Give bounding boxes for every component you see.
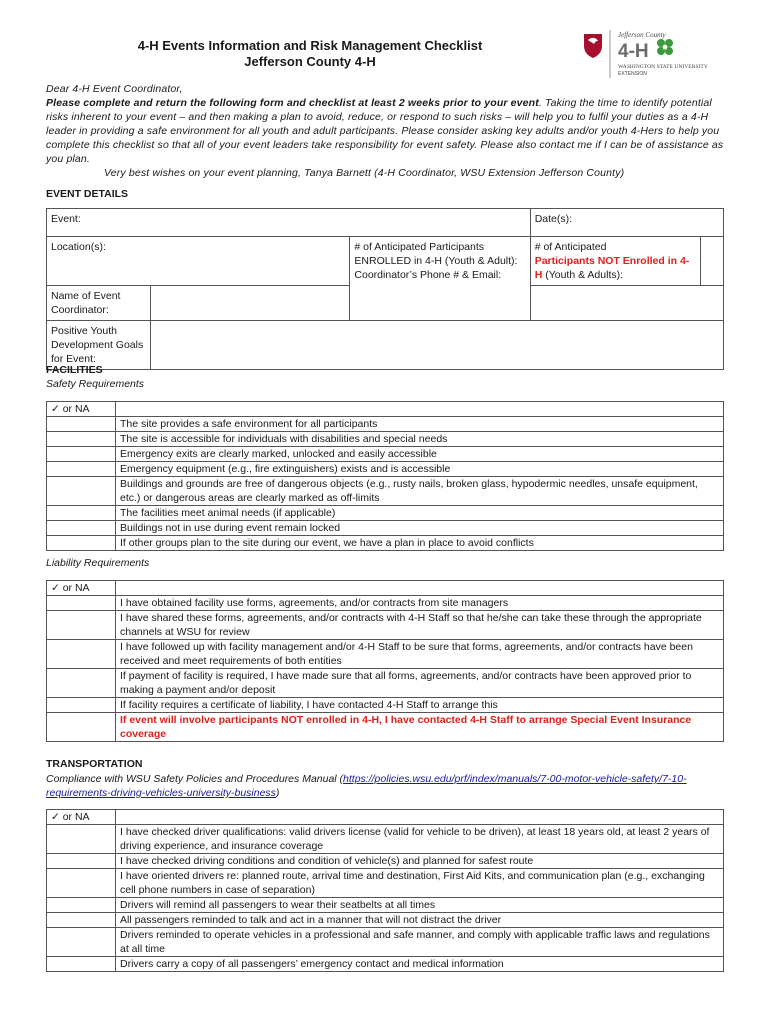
check-column-header: ✓ or NA — [47, 402, 116, 417]
checklist-row — [47, 713, 724, 742]
facilities-heading: FACILITIES — [46, 364, 103, 376]
check-cell[interactable] — [47, 536, 116, 551]
checklist-row — [47, 698, 724, 713]
checklist-row — [47, 854, 724, 869]
location-label: Location(s): — [51, 241, 106, 253]
checklist-item-text: I have checked driving conditions and condition of vehicle(s) and planned for safest route — [116, 854, 724, 869]
transportation-compliance-text — [46, 772, 724, 800]
checklist-row — [47, 536, 724, 551]
compliance-prefix: Compliance with WSU Safety Policies and Procedures Manual ( — [46, 773, 344, 785]
check-cell[interactable] — [47, 825, 116, 854]
coordinator-phone-label: Coordinator’s Phone # & Email: — [354, 269, 502, 281]
not-enrolled-value-cell[interactable] — [700, 237, 723, 286]
goals-label-cell — [47, 321, 151, 370]
checklist-item-text: Drivers will remind all passengers to wear their seatbelts at all times — [116, 898, 724, 913]
safety-requirements-table — [46, 401, 724, 551]
logo-university-text: WASHINGTON STATE UNIVERSITY — [618, 64, 708, 70]
logo-extension-text: EXTENSION — [618, 71, 647, 77]
logo-brand-text: 4-H — [618, 41, 649, 62]
checklist-item-text: Drivers reminded to operate vehicles in a professional and safe manner, and comply with applicable traffic laws and regulations at all time — [116, 928, 724, 957]
check-cell[interactable] — [47, 417, 116, 432]
checklist-row — [47, 669, 724, 698]
checklist-item-text: I have oriented drivers re: planned route, arrival time and destination, First Aid Kits, and communication plan (e.g., exchanging cell phone numbers in case of separation) — [116, 869, 724, 898]
checklist-row — [47, 640, 724, 669]
check-cell[interactable] — [47, 913, 116, 928]
safety-requirements-subheading: Safety Requirements — [46, 378, 145, 390]
check-cell[interactable] — [47, 462, 116, 477]
event-field[interactable] — [47, 209, 531, 237]
check-cell[interactable] — [47, 521, 116, 536]
checklist-row — [47, 928, 724, 957]
checklist-row — [47, 869, 724, 898]
title-line-1: 4-H Events Information and Risk Management Checklist — [137, 38, 483, 53]
checklist-row — [47, 611, 724, 640]
check-cell[interactable] — [47, 477, 116, 506]
check-cell[interactable] — [47, 596, 116, 611]
checklist-row — [47, 521, 724, 536]
dates-label: Date(s): — [534, 213, 573, 225]
checklist-item-text: If payment of facility is required, I have made sure that all forms, agreements, and/or contracts have been approved prior to making a payment and/or deposit — [116, 669, 724, 698]
wsu-policy-link[interactable]: https://policies.wsu.edu/prf/index/manuals/7-00-motor-vehicle-safety/7-10-requirements-driving-vehicles-university-business — [46, 773, 687, 799]
safety-header-blank — [116, 402, 724, 417]
checklist-row — [47, 898, 724, 913]
checklist-row — [47, 462, 724, 477]
checklist-row — [47, 957, 724, 972]
document-title — [60, 38, 560, 70]
not-enrolled-prefix: # of Anticipated — [534, 241, 607, 253]
dates-field[interactable] — [530, 209, 723, 237]
check-cell[interactable] — [47, 669, 116, 698]
jefferson-county-4h-logo — [582, 28, 710, 80]
liability-header-blank — [116, 581, 724, 596]
intro-body — [46, 96, 724, 166]
enrolled-label: # of Anticipated Participants ENROLLED in 4-H (Youth & Adult): — [354, 241, 518, 267]
check-cell[interactable] — [47, 869, 116, 898]
checklist-row — [47, 913, 724, 928]
checklist-item-text: Buildings and grounds are free of dangerous objects (e.g., rusty nails, broken glass, hypodermic needles, unsafe equipment, etc.) or dangerous areas are clearly marked as off-limits — [116, 477, 724, 506]
not-enrolled-participants-field[interactable] — [530, 237, 700, 286]
check-cell[interactable] — [47, 611, 116, 640]
checklist-item-text: Emergency equipment (e.g., fire extinguishers) exists and is accessible — [116, 462, 724, 477]
transportation-heading: TRANSPORTATION — [46, 758, 143, 770]
checklist-item-text: If facility requires a certificate of liability, I have contacted 4-H Staff to arrange this — [116, 698, 724, 713]
location-field[interactable] — [47, 237, 350, 286]
wsu-cougar-shield-icon — [584, 34, 602, 58]
checklist-item-text: I have shared these forms, agreements, and/or contracts with 4-H Staff so that he/she can take these through the appropriate channels at WSU for review — [116, 611, 724, 640]
checklist-item-text: I have obtained facility use forms, agreements, and/or contracts from site managers — [116, 596, 724, 611]
checklist-row — [47, 432, 724, 447]
goals-label: Positive Youth Development Goals for Event: — [51, 325, 144, 365]
checklist-item-text: Buildings not in use during event remain locked — [116, 521, 724, 536]
special-event-insurance-item: If event will involve participants NOT enrolled in 4-H, I have contacted 4-H Staff to arrange Special Event Insurance coverage — [116, 713, 724, 742]
check-cell[interactable] — [47, 447, 116, 462]
event-details-heading: EVENT DETAILS — [46, 188, 129, 200]
checklist-row — [47, 447, 724, 462]
liability-requirements-table — [46, 580, 724, 742]
coordinator-name-field[interactable] — [151, 286, 350, 321]
checklist-item-text: The site provides a safe environment for all participants — [116, 417, 724, 432]
not-enrolled-suffix: (Youth & Adults): — [542, 269, 624, 281]
enrolled-participants-field[interactable] — [350, 237, 530, 321]
checklist-item-text: The facilities meet animal needs (if applicable) — [116, 506, 724, 521]
logo-county-text: Jefferson County — [618, 31, 666, 39]
not-enrolled-red-text: Participants NOT Enrolled in 4-H — [534, 255, 690, 281]
check-cell[interactable] — [47, 698, 116, 713]
intro-letter — [46, 82, 724, 180]
checklist-row — [47, 506, 724, 521]
coordinator-name-label-cell — [47, 286, 151, 321]
checklist-row — [47, 417, 724, 432]
checklist-item-text: All passengers reminded to talk and act in a manner that will not distract the driver — [116, 913, 724, 928]
checklist-item-text: I have followed up with facility management and/or 4-H Staff to be sure that forms, agreements, and/or contracts have been received and meet requirements of both entities — [116, 640, 724, 669]
coordinator-name-label: Name of Event Coordinator: — [51, 290, 121, 316]
transport-header-blank — [116, 810, 724, 825]
checklist-row — [47, 477, 724, 506]
checklist-row — [47, 825, 724, 854]
intro-greeting: Dear 4-H Event Coordinator, — [46, 83, 183, 95]
check-cell[interactable] — [47, 506, 116, 521]
checklist-row — [47, 596, 724, 611]
four-leaf-clover-icon — [657, 39, 673, 55]
check-cell[interactable] — [47, 928, 116, 957]
check-cell[interactable] — [47, 854, 116, 869]
check-cell[interactable] — [47, 898, 116, 913]
compliance-suffix: ) — [275, 787, 280, 799]
check-cell[interactable] — [47, 957, 116, 972]
checklist-item-text: I have checked driver qualifications: valid drivers license (valid for vehicle to be driven), at least 18 years old, at least 2 years of driving experience, and insurance coverage — [116, 825, 724, 854]
intro-bold-sentence: Please complete and return the following form and checklist at least 2 weeks prior to your event — [46, 97, 539, 109]
event-label: Event: — [51, 213, 81, 225]
check-cell[interactable] — [47, 640, 116, 669]
transportation-table — [46, 809, 724, 972]
intro-signoff: Very best wishes on your event planning, Tanya Barnett (4-H Coordinator, WSU Extension Jefferson County) — [104, 167, 625, 179]
liability-requirements-subheading: Liability Requirements — [46, 557, 150, 569]
event-details-table — [46, 208, 724, 370]
check-cell[interactable] — [47, 432, 116, 447]
checklist-item-text: The site is accessible for individuals with disabilities and special needs — [116, 432, 724, 447]
intro-body-text: Taking the time to identify potential risks inherent to your event – and then making a plan to avoid, reduce, or respond to such risks – will help you to fulfil your duties as a 4-H leader in providing a safe environment for all youth and adult participants. Please consider asking key adults and/or youth 4-Hers to help you complete this checklist so that all of your event leaders take responsibility for event safety. Please also contact me if I can be of assistance as you plan. — [46, 97, 724, 165]
checklist-item-text: If other groups plan to the site during our event, we have a plan in place to avoid conflicts — [116, 536, 724, 551]
goals-field[interactable] — [151, 321, 724, 370]
intro-period: . — [538, 97, 542, 109]
svg-text:H: H — [662, 45, 668, 52]
check-column-header: ✓ or NA — [47, 810, 116, 825]
check-cell[interactable] — [47, 713, 116, 742]
title-line-2: Jefferson County 4-H — [244, 54, 376, 69]
checklist-item-text: Drivers carry a copy of all passengers’ emergency contact and medical information — [116, 957, 724, 972]
coordinator-phone-email-field[interactable] — [530, 286, 723, 321]
checklist-item-text: Emergency exits are clearly marked, unlocked and easily accessible — [116, 447, 724, 462]
check-column-header: ✓ or NA — [47, 581, 116, 596]
